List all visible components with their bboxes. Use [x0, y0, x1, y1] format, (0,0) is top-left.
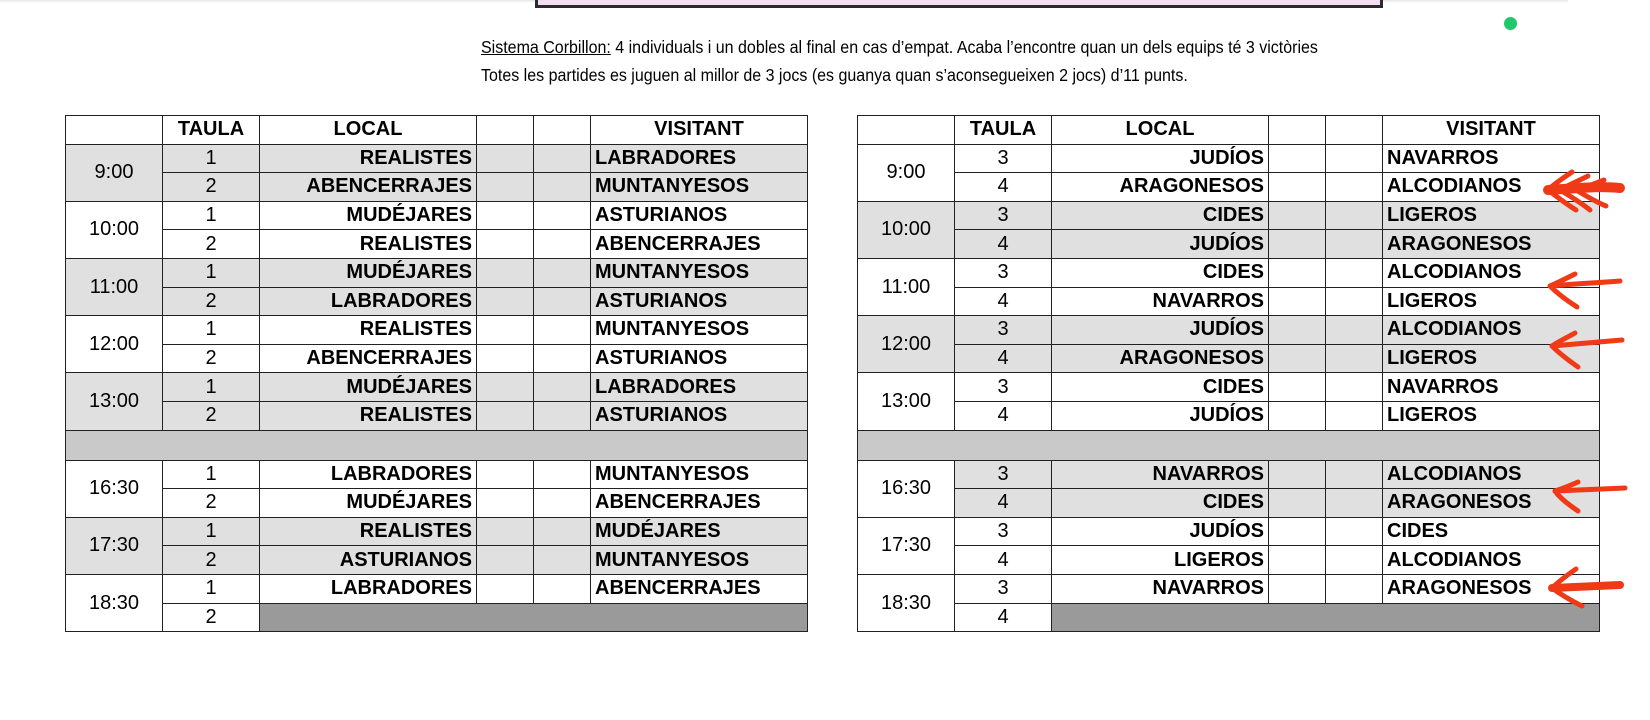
- status-dot: [1504, 17, 1517, 30]
- score-visitant-cell: [534, 517, 591, 546]
- time-slot: 12:00: [66, 316, 163, 373]
- lunch-break-row: [858, 430, 1600, 460]
- header-visitant: VISITANT: [1383, 116, 1600, 145]
- score-local-cell: [1269, 173, 1326, 202]
- score-local-cell: [477, 574, 534, 603]
- unused-slot: [260, 603, 808, 632]
- local-team: NAVARROS: [1052, 574, 1269, 603]
- local-team: MUDÉJARES: [260, 201, 477, 230]
- local-team: REALISTES: [260, 517, 477, 546]
- local-team: CIDES: [1052, 373, 1269, 402]
- table-row: [858, 603, 1600, 632]
- table-row: [66, 460, 808, 489]
- visitant-team: MUDÉJARES: [591, 517, 808, 546]
- score-local-cell: [477, 144, 534, 173]
- table-row: [858, 316, 1600, 345]
- score-local-cell: [477, 344, 534, 373]
- lunch-break-row: [66, 430, 808, 460]
- visitant-team: NAVARROS: [1383, 144, 1600, 173]
- score-local-cell: [1269, 574, 1326, 603]
- score-visitant-cell: [1326, 201, 1383, 230]
- score-local-cell: [1269, 230, 1326, 259]
- table-row: [858, 574, 1600, 603]
- local-team: NAVARROS: [1052, 287, 1269, 316]
- visitant-team: ARAGONESOS: [1383, 230, 1600, 259]
- time-slot: 13:00: [858, 373, 955, 430]
- score-visitant-cell: [1326, 258, 1383, 287]
- table-row: [858, 144, 1600, 173]
- table-row: [66, 316, 808, 345]
- visitant-team: ALCODIANOS: [1383, 173, 1600, 202]
- table-row: [66, 344, 808, 373]
- score-visitant-cell: [534, 173, 591, 202]
- visitant-team: ASTURIANOS: [591, 201, 808, 230]
- taula-number: 2: [163, 344, 260, 373]
- taula-number: 4: [955, 489, 1052, 518]
- right-schedule-table: [857, 115, 1600, 632]
- header-local: LOCAL: [1052, 116, 1269, 145]
- local-team: MUDÉJARES: [260, 489, 477, 518]
- score-visitant-cell: [534, 316, 591, 345]
- time-slot: 11:00: [66, 258, 163, 315]
- score-local-cell: [1269, 316, 1326, 345]
- score-local-cell: [477, 173, 534, 202]
- local-team: MUDÉJARES: [260, 373, 477, 402]
- taula-number: 3: [955, 460, 1052, 489]
- table-row: [66, 517, 808, 546]
- visitant-team: ALCODIANOS: [1383, 546, 1600, 575]
- local-team: REALISTES: [260, 316, 477, 345]
- time-slot: 13:00: [66, 373, 163, 430]
- header-score-local: [1269, 116, 1326, 145]
- local-team: REALISTES: [260, 230, 477, 259]
- table-row: [858, 460, 1600, 489]
- score-visitant-cell: [1326, 230, 1383, 259]
- visitant-team: MUNTANYESOS: [591, 258, 808, 287]
- table-row: [858, 173, 1600, 202]
- taula-number: 3: [955, 258, 1052, 287]
- visitant-team: LIGEROS: [1383, 344, 1600, 373]
- table-row: [66, 401, 808, 430]
- score-visitant-cell: [534, 489, 591, 518]
- table-row: [66, 603, 808, 632]
- table-row: [858, 201, 1600, 230]
- taula-number: 1: [163, 144, 260, 173]
- score-local-cell: [477, 517, 534, 546]
- score-local-cell: [1269, 344, 1326, 373]
- visitant-team: MUNTANYESOS: [591, 173, 808, 202]
- table-row: [66, 489, 808, 518]
- time-slot: 9:00: [858, 144, 955, 201]
- score-local-cell: [1269, 460, 1326, 489]
- score-visitant-cell: [534, 287, 591, 316]
- score-local-cell: [477, 546, 534, 575]
- time-slot: 17:30: [858, 517, 955, 574]
- table-row: [858, 546, 1600, 575]
- time-slot: 16:30: [66, 460, 163, 517]
- score-visitant-cell: [534, 574, 591, 603]
- visitant-team: ALCODIANOS: [1383, 460, 1600, 489]
- taula-number: 1: [163, 201, 260, 230]
- visitant-team: ASTURIANOS: [591, 344, 808, 373]
- table-row: [858, 258, 1600, 287]
- local-team: ASTURIANOS: [260, 546, 477, 575]
- visitant-team: ASTURIANOS: [591, 401, 808, 430]
- visitant-team: LIGEROS: [1383, 201, 1600, 230]
- unused-slot: [1052, 603, 1600, 632]
- local-team: LABRADORES: [260, 460, 477, 489]
- score-visitant-cell: [1326, 546, 1383, 575]
- score-local-cell: [1269, 489, 1326, 518]
- table-row: [66, 574, 808, 603]
- taula-number: 3: [955, 144, 1052, 173]
- header-time-blank: [66, 116, 163, 145]
- score-visitant-cell: [1326, 287, 1383, 316]
- time-slot: 10:00: [858, 201, 955, 258]
- header-local: LOCAL: [260, 116, 477, 145]
- taula-number: 3: [955, 201, 1052, 230]
- local-team: ABENCERRAJES: [260, 173, 477, 202]
- taula-number: 4: [955, 546, 1052, 575]
- taula-number: 2: [163, 230, 260, 259]
- visitant-team: NAVARROS: [1383, 373, 1600, 402]
- table-row: [858, 517, 1600, 546]
- score-local-cell: [477, 201, 534, 230]
- score-visitant-cell: [534, 230, 591, 259]
- score-local-cell: [1269, 546, 1326, 575]
- taula-number: 2: [163, 546, 260, 575]
- taula-number: 1: [163, 316, 260, 345]
- local-team: LABRADORES: [260, 287, 477, 316]
- taula-number: 3: [955, 373, 1052, 402]
- lunch-break-cell: [858, 430, 1600, 460]
- system-label: Sistema Corbillon:: [481, 37, 611, 57]
- score-local-cell: [1269, 287, 1326, 316]
- visitant-team: LIGEROS: [1383, 287, 1600, 316]
- local-team: REALISTES: [260, 144, 477, 173]
- local-team: JUDÍOS: [1052, 401, 1269, 430]
- header-score-visitant: [534, 116, 591, 145]
- top-frame: [535, 0, 1383, 8]
- header-score-visitant: [1326, 116, 1383, 145]
- visitant-team: CIDES: [1383, 517, 1600, 546]
- taula-number: 4: [955, 173, 1052, 202]
- score-local-cell: [1269, 258, 1326, 287]
- local-team: LABRADORES: [260, 574, 477, 603]
- score-local-cell: [477, 401, 534, 430]
- local-team: JUDÍOS: [1052, 316, 1269, 345]
- visitant-team: ASTURIANOS: [591, 287, 808, 316]
- table-row: [858, 287, 1600, 316]
- visitant-team: ABENCERRAJES: [591, 489, 808, 518]
- score-local-cell: [1269, 517, 1326, 546]
- taula-number: 4: [955, 401, 1052, 430]
- header-taula: TAULA: [163, 116, 260, 145]
- taula-number: 3: [955, 574, 1052, 603]
- table-row: [66, 287, 808, 316]
- taula-number: 1: [163, 574, 260, 603]
- header-visitant: VISITANT: [591, 116, 808, 145]
- visitant-team: ABENCERRAJES: [591, 574, 808, 603]
- table-row: [66, 373, 808, 402]
- header-taula: TAULA: [955, 116, 1052, 145]
- local-team: CIDES: [1052, 201, 1269, 230]
- score-visitant-cell: [534, 546, 591, 575]
- visitant-team: LIGEROS: [1383, 401, 1600, 430]
- visitant-team: ALCODIANOS: [1383, 316, 1600, 345]
- time-slot: 17:30: [66, 517, 163, 574]
- table-row: [66, 230, 808, 259]
- score-local-cell: [1269, 144, 1326, 173]
- table-row: [66, 258, 808, 287]
- score-visitant-cell: [1326, 460, 1383, 489]
- header-row: [66, 116, 808, 145]
- table-row: [66, 201, 808, 230]
- score-visitant-cell: [1326, 489, 1383, 518]
- score-visitant-cell: [1326, 574, 1383, 603]
- time-slot: 18:30: [66, 574, 163, 631]
- score-visitant-cell: [1326, 401, 1383, 430]
- time-slot: 16:30: [858, 460, 955, 517]
- taula-number: 1: [163, 517, 260, 546]
- visitant-team: ARAGONESOS: [1383, 574, 1600, 603]
- local-team: CIDES: [1052, 258, 1269, 287]
- table-row: [858, 489, 1600, 518]
- score-visitant-cell: [1326, 316, 1383, 345]
- local-team: JUDÍOS: [1052, 144, 1269, 173]
- time-slot: 18:30: [858, 574, 955, 631]
- intro-text: [481, 33, 1401, 89]
- taula-number: 1: [163, 258, 260, 287]
- taula-number: 3: [955, 316, 1052, 345]
- visitant-team: ABENCERRAJES: [591, 230, 808, 259]
- score-visitant-cell: [1326, 373, 1383, 402]
- left-table-body: [66, 116, 808, 632]
- taula-number: 4: [955, 230, 1052, 259]
- right-table-body: [858, 116, 1600, 632]
- table-row: [66, 144, 808, 173]
- score-visitant-cell: [534, 201, 591, 230]
- local-team: ARAGONESOS: [1052, 173, 1269, 202]
- time-slot: 12:00: [858, 316, 955, 373]
- table-row: [858, 401, 1600, 430]
- taula-number: 2: [163, 173, 260, 202]
- score-visitant-cell: [534, 344, 591, 373]
- table-row: [66, 546, 808, 575]
- left-schedule-table: [65, 115, 808, 632]
- score-local-cell: [1269, 201, 1326, 230]
- score-visitant-cell: [1326, 173, 1383, 202]
- local-team: NAVARROS: [1052, 460, 1269, 489]
- header-time-blank: [858, 116, 955, 145]
- taula-number: 2: [163, 603, 260, 632]
- local-team: CIDES: [1052, 489, 1269, 518]
- local-team: JUDÍOS: [1052, 517, 1269, 546]
- visitant-team: LABRADORES: [591, 144, 808, 173]
- table-row: [858, 230, 1600, 259]
- time-slot: 11:00: [858, 258, 955, 315]
- score-visitant-cell: [534, 373, 591, 402]
- intro-line-1: [481, 33, 1401, 61]
- visitant-team: MUNTANYESOS: [591, 460, 808, 489]
- time-slot: 9:00: [66, 144, 163, 201]
- taula-number: 3: [955, 517, 1052, 546]
- lunch-break-cell: [66, 430, 808, 460]
- score-local-cell: [1269, 401, 1326, 430]
- score-visitant-cell: [1326, 144, 1383, 173]
- taula-number: 2: [163, 489, 260, 518]
- visitant-team: ALCODIANOS: [1383, 258, 1600, 287]
- score-visitant-cell: [534, 258, 591, 287]
- score-visitant-cell: [1326, 517, 1383, 546]
- time-slot: 10:00: [66, 201, 163, 258]
- score-local-cell: [477, 287, 534, 316]
- local-team: JUDÍOS: [1052, 230, 1269, 259]
- taula-number: 4: [955, 603, 1052, 632]
- taula-number: 2: [163, 287, 260, 316]
- taula-number: 2: [163, 401, 260, 430]
- score-visitant-cell: [1326, 344, 1383, 373]
- taula-number: 4: [955, 287, 1052, 316]
- score-visitant-cell: [534, 460, 591, 489]
- intro-line-1-rest: 4 individuals i un dobles al final en cas d’empat. Acaba l’encontre quan un dels equips té 3 victòries: [610, 37, 1318, 57]
- local-team: ARAGONESOS: [1052, 344, 1269, 373]
- score-local-cell: [477, 258, 534, 287]
- local-team: REALISTES: [260, 401, 477, 430]
- visitant-team: ARAGONESOS: [1383, 489, 1600, 518]
- header-score-local: [477, 116, 534, 145]
- score-local-cell: [477, 489, 534, 518]
- local-team: LIGEROS: [1052, 546, 1269, 575]
- table-row: [858, 373, 1600, 402]
- visitant-team: LABRADORES: [591, 373, 808, 402]
- table-row: [66, 173, 808, 202]
- score-local-cell: [1269, 373, 1326, 402]
- taula-number: 4: [955, 344, 1052, 373]
- visitant-team: MUNTANYESOS: [591, 546, 808, 575]
- visitant-team: MUNTANYESOS: [591, 316, 808, 345]
- score-local-cell: [477, 373, 534, 402]
- local-team: MUDÉJARES: [260, 258, 477, 287]
- score-local-cell: [477, 230, 534, 259]
- taula-number: 1: [163, 460, 260, 489]
- score-visitant-cell: [534, 144, 591, 173]
- score-local-cell: [477, 316, 534, 345]
- local-team: ABENCERRAJES: [260, 344, 477, 373]
- intro-line-2: Totes les partides es juguen al millor de 3 jocs (es guanya quan s’aconsegueixen 2 jocs) d’11 punts.: [481, 65, 1188, 85]
- score-visitant-cell: [534, 401, 591, 430]
- taula-number: 1: [163, 373, 260, 402]
- header-row: [858, 116, 1600, 145]
- table-row: [858, 344, 1600, 373]
- score-local-cell: [477, 460, 534, 489]
